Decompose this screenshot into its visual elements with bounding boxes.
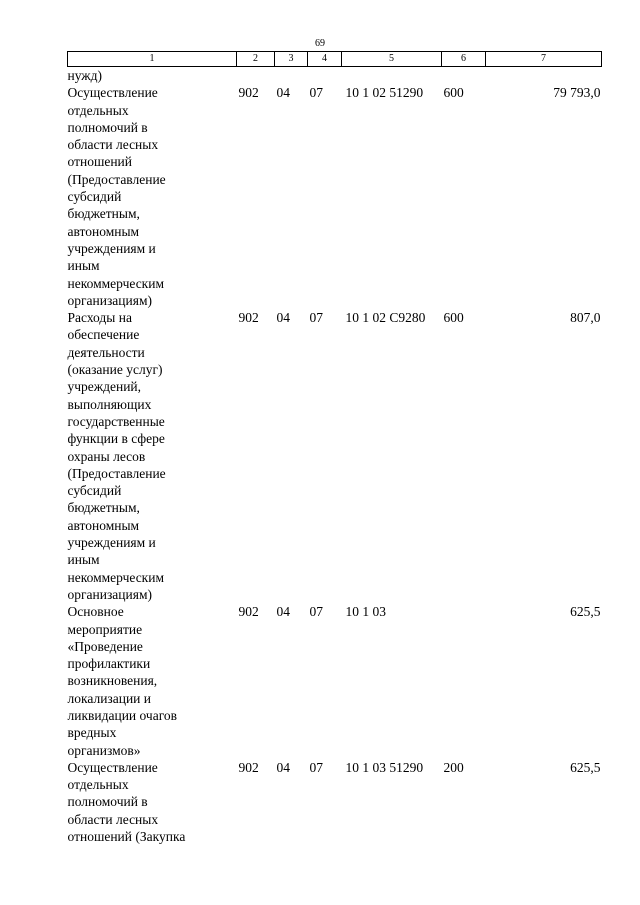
amount-cell: 807,0 (570, 310, 601, 326)
column-header: 7 (486, 52, 602, 67)
item-name-line: иным (67, 552, 100, 568)
item-name-line: полномочий в (67, 119, 148, 135)
table-row (68, 84, 602, 309)
subsection-cell: 07 (309, 604, 323, 620)
item-name-line: учреждениям и (67, 535, 156, 551)
subsection-cell: 07 (309, 310, 323, 326)
column-header: 6 (442, 52, 486, 67)
section-cell: 04 (276, 759, 290, 775)
item-name-line: иным (67, 258, 100, 274)
item-name-line: бюджетным, (67, 206, 140, 222)
section-cell: 04 (276, 310, 290, 326)
item-name-line: Расходы на (67, 310, 132, 326)
item-name-line: (Предоставление (67, 171, 166, 187)
item-name-line: мероприятие (67, 621, 143, 637)
expense-type-cell: 600 (443, 85, 464, 101)
amount-cell: 625,5 (570, 604, 601, 620)
budget-table (67, 51, 602, 845)
target-article-cell: 10 1 02 51290 (345, 85, 424, 101)
subsection-cell (308, 67, 342, 85)
item-name-line: учреждений, (67, 379, 142, 395)
item-name-line: ликвидации очагов (67, 707, 178, 723)
item-name-line: субсидий (67, 189, 122, 205)
item-name-line: «Проведение (67, 638, 143, 654)
section-cell: 04 (276, 85, 290, 101)
ministry-code-cell: 902 (238, 85, 259, 101)
expense-type-cell: 600 (443, 310, 464, 326)
table-row (68, 603, 602, 759)
item-name-line: Осуществление (67, 759, 158, 775)
item-name-cell (68, 84, 237, 309)
expense-type-cell (442, 67, 486, 85)
column-header: 1 (68, 52, 237, 67)
ministry-code-cell: 902 (238, 759, 259, 775)
item-name-line: полномочий в (67, 794, 148, 810)
item-name-line: Осуществление (67, 85, 158, 101)
item-name-line: организациям) (67, 292, 153, 308)
item-name-line: отдельных (67, 777, 129, 793)
target-article-cell: 10 1 02 С9280 (345, 310, 426, 326)
amount-cell: 625,5 (570, 759, 601, 775)
item-name-line: (оказание услуг) (67, 362, 163, 378)
item-name-line: организмов» (67, 742, 141, 758)
item-name-line: выполняющих (67, 396, 152, 412)
item-name-line: некоммерческим (67, 275, 165, 291)
expense-type-cell (442, 603, 486, 759)
item-name-line: отдельных (67, 102, 129, 118)
item-name-line: локализации и (67, 690, 152, 706)
target-article-cell: 10 1 03 (345, 604, 386, 620)
item-name-line: отношений (67, 154, 133, 170)
item-name-line: области лесных (67, 137, 159, 153)
amount-cell (486, 67, 602, 85)
item-name-line: деятельности (67, 344, 145, 360)
item-name-line: автономным (67, 517, 140, 533)
table-row (68, 67, 602, 85)
item-name-line: обеспечение (67, 327, 140, 343)
item-name-line: отношений (Закупка (67, 829, 186, 845)
page-number: 69 (315, 38, 325, 49)
item-name-cell (68, 603, 237, 759)
table-row (68, 759, 602, 845)
item-name-line: охраны лесов (67, 448, 146, 464)
column-header: 2 (237, 52, 275, 67)
item-name-cell (68, 759, 237, 845)
ministry-code-cell: 902 (238, 604, 259, 620)
column-header: 3 (275, 52, 308, 67)
item-name-line: возникновения, (67, 673, 158, 689)
table-header-row (68, 52, 602, 67)
expense-type-cell: 200 (443, 759, 464, 775)
item-name-line: Основное (67, 604, 124, 620)
column-header: 5 (342, 52, 442, 67)
item-name-line: государственные (67, 413, 165, 429)
ministry-code-cell (237, 67, 275, 85)
item-name-line: субсидий (67, 483, 122, 499)
item-name-line: организациям) (67, 586, 153, 602)
item-name-cell (68, 309, 237, 603)
column-header: 4 (308, 52, 342, 67)
target-article-cell (342, 67, 442, 85)
item-name-line: области лесных (67, 811, 159, 827)
subsection-cell: 07 (309, 85, 323, 101)
section-cell (275, 67, 308, 85)
subsection-cell: 07 (309, 759, 323, 775)
section-cell: 04 (276, 604, 290, 620)
item-name-line: учреждениям и (67, 240, 156, 256)
item-name-line: нужд) (67, 68, 102, 83)
item-name-line: автономным (67, 223, 140, 239)
item-name-line: профилактики (67, 656, 151, 672)
item-name-line: бюджетным, (67, 500, 140, 516)
table-body (68, 67, 602, 846)
item-name-cell (68, 67, 237, 85)
item-name-line: вредных (67, 725, 117, 741)
target-article-cell: 10 1 03 51290 (345, 759, 424, 775)
table-row (68, 309, 602, 603)
item-name-line: некоммерческим (67, 569, 165, 585)
amount-cell: 79 793,0 (553, 85, 601, 101)
item-name-line: функции в сфере (67, 431, 165, 447)
ministry-code-cell: 902 (238, 310, 259, 326)
item-name-line: (Предоставление (67, 465, 166, 481)
